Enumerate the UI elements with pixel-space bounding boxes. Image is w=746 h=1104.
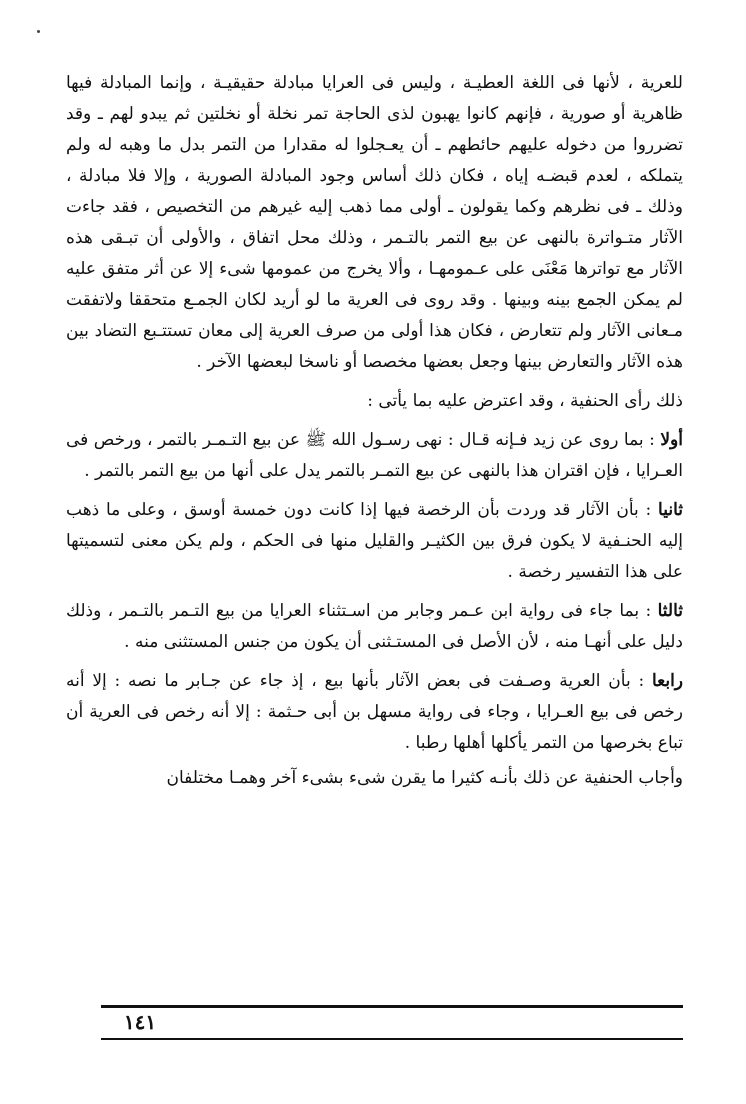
- scan-speck: [37, 30, 40, 33]
- label-second: ثانيا: [658, 500, 683, 520]
- paragraph-intro: للعرية ، لأنها فى اللغة العطيـة ، وليس فى العرايا مبادلة حقيقيـة ، وإنما المبادلة فيها ظاهرية أو صورية ، فإنهم كانوا يهبون لذى الحاجة تمر نخلة أو نخلتين ثم يبدو لهم ـ وقد تضرروا من دخوله عليهم حائطهم ـ أن يعـجلوا له مقدارا من التمر بدل ما وهبه له ولم يتملكه ، لعدم قبضـه إياه ، فكان ذلك أساس وجود المبادلة الصورية ، وإلا فلا مبادلة ، وذلك ـ فى نظرهم وكما يقولون ـ أولى مما ذهب إليه غيرهم من التخصيص ، فقد جاءت الآثار متـواترة بالنهى عن بيع التمر بالتـمر ، وذلك محل اتفاق ، والأولى أن تبـقى هذه الآثار مع تواترها مَعْنَى على عـمومهـا ، وألا يخرج من عمومها شىء إلا عن أثر متفق عليه لم يمكن الجمع بينه وبينها . وقد روى فى العرية ما لو أريد لكان الجمـع متحققا ولاتفقت مـعانى الآثار ولم تتعارض ، فكان هذا أولى من صرف العرية إلى معان تستتـبع التضاد بين هذه الآثار والتعارض بينها وجعل بعضها مخصصا أو ناسخا لبعضها الآخر .: [66, 73, 683, 372]
- page-number: ١٤١: [123, 1010, 157, 1034]
- paragraph-first-objection: [66, 425, 683, 487]
- paragraph-third-objection: [66, 596, 683, 658]
- footer-rule-thin: [101, 1038, 683, 1040]
- paragraph-hanafi-view: ذلك رأى الحنفية ، وقد اعترض عليه بما يأتى :: [367, 391, 683, 411]
- paragraph-fourth-objection: [66, 666, 683, 759]
- label-first: أولا: [660, 430, 683, 450]
- text-fourth: : بأن العرية وصـفت فى بعض الآثار بأنها بيع ، إذ جاء عن جـابر ما نصه : إلا أنه رخص فى بيع العـرايا ، وجاء فى رواية مسهل بن أبى حـثمة : إلا أنه رخص فى العرية أن تباع بخرصها من التمر يأكلها أهلها رطبا .: [66, 671, 683, 753]
- label-third: ثالثا: [657, 601, 683, 621]
- page-body: [66, 68, 683, 794]
- paragraph-second-objection: [66, 495, 683, 588]
- text-third: : بما جاء فى رواية ابن عـمر وجابر من اسـتثناء العرايا من بيع التـمر بالتـمر ، وذلك دليل على أنهـا منه ، لأن الأصل فى المستـثنى أن يكون من جنس المستثنى منه .: [66, 601, 683, 652]
- paragraph-hanafi-reply: وأجاب الحنفية عن ذلك بأنـه كثيرا ما يقرن شىء بشىء آخر وهمـا مختلفان: [166, 768, 683, 788]
- footer-rule-thick: [101, 1005, 683, 1008]
- text-first: : بما روى عن زيد فـإنه قـال : نهى رسـول الله ﷺ عن بيع التـمـر بالتمر ، ورخص فى العـرايا ، فإن اقتران هذا بالنهى عن بيع التمـر بالتمر يدل على أنها من بيع التمر بالتمر .: [66, 430, 683, 481]
- label-fourth: رابعا: [651, 671, 683, 691]
- text-second: : بأن الآثار قد وردت بأن الرخصة فيها إذا كانت دون خمسة أوسق ، وعلى ما ذهب إليه الحنـفية لا يكون فرق بين الكثيـر والقليل منها فى الحكم ، ولم يكن معنى لتسميتها على هذا التفسير رخصة .: [66, 500, 683, 582]
